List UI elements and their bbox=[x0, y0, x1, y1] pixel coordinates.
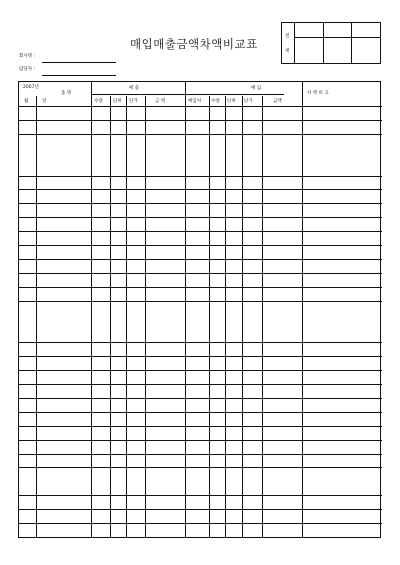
col-s-qty-rule bbox=[110, 96, 111, 537]
col-item-rule bbox=[91, 82, 92, 537]
table-row-rule bbox=[19, 398, 382, 399]
table-row-rule bbox=[19, 342, 382, 343]
table-row-rule bbox=[19, 467, 382, 468]
approval-divider bbox=[351, 23, 352, 63]
col-s-price-rule bbox=[145, 96, 146, 537]
header-bottom-rule bbox=[19, 106, 382, 107]
table-row-rule bbox=[19, 495, 382, 496]
col-p-unit-rule bbox=[242, 96, 243, 537]
manager-field[interactable] bbox=[42, 75, 116, 76]
col-p-qty-rule bbox=[225, 96, 226, 537]
approval-divider bbox=[294, 23, 295, 63]
vendor-label: 매입처 bbox=[188, 99, 202, 104]
col-vendor-rule bbox=[209, 96, 210, 537]
company-field[interactable] bbox=[42, 62, 116, 63]
table-row-rule bbox=[19, 523, 382, 524]
table-row-rule bbox=[19, 454, 382, 455]
manager-label: 담당자 : bbox=[19, 67, 35, 72]
col-p-price-rule bbox=[262, 96, 263, 537]
table-row-rule bbox=[19, 370, 382, 371]
table-row-rule bbox=[19, 217, 382, 218]
purchase-label: 매 입 bbox=[251, 86, 262, 91]
table-row-rule bbox=[19, 189, 382, 190]
sales-price-label: 단가 bbox=[129, 99, 138, 104]
purchase-amount-label: 금액 bbox=[273, 99, 282, 104]
table-row-rule bbox=[19, 412, 382, 413]
purchase-qty-label: 수량 bbox=[211, 99, 220, 104]
table-row-rule bbox=[19, 231, 382, 232]
table-row-rule bbox=[19, 509, 382, 510]
col-sales-rule bbox=[185, 82, 186, 537]
company-label: 회사명 : bbox=[19, 54, 35, 59]
table-row-rule bbox=[19, 273, 382, 274]
document-title: 매입매출금액차액비교표 bbox=[130, 37, 258, 51]
approval-row-divider bbox=[294, 37, 380, 38]
sales-label: 매 출 bbox=[129, 86, 140, 91]
col-purchase-rule bbox=[302, 82, 303, 537]
table-row-rule bbox=[19, 259, 382, 260]
table-row-rule bbox=[19, 426, 382, 427]
day-label: 일 bbox=[42, 99, 47, 104]
table-row-rule bbox=[19, 176, 382, 177]
item-label: 품 명 bbox=[61, 91, 72, 96]
table-row-rule bbox=[19, 287, 382, 288]
table-row-rule bbox=[19, 245, 382, 246]
col-s-unit-rule bbox=[126, 96, 127, 537]
col-month-rule bbox=[36, 96, 37, 537]
sales-unit-label: 단위 bbox=[113, 99, 122, 104]
year-label: 2007년 bbox=[23, 85, 39, 90]
sales-qty-label: 수량 bbox=[94, 99, 103, 104]
comparison-table bbox=[18, 81, 381, 538]
month-label: 월 bbox=[24, 99, 29, 104]
purchase-price-label: 단가 bbox=[244, 99, 253, 104]
sales-amount-label: 금 액 bbox=[155, 99, 166, 104]
purchase-unit-label: 단위 bbox=[227, 99, 236, 104]
table-row-rule bbox=[19, 440, 382, 441]
table-row-rule bbox=[19, 120, 382, 121]
table-row-rule bbox=[19, 384, 382, 385]
table-row-rule bbox=[19, 301, 382, 302]
approval-divider bbox=[323, 23, 324, 63]
diff-remarks-label: 차 액 비 고 bbox=[307, 91, 329, 96]
approval-box bbox=[281, 22, 381, 64]
approval-label-1: 결 bbox=[285, 34, 290, 39]
table-row-rule bbox=[19, 356, 382, 357]
approval-label-2: 재 bbox=[285, 49, 290, 54]
header-group-rule bbox=[91, 94, 284, 95]
table-row-rule bbox=[19, 134, 382, 135]
table-row-rule bbox=[19, 203, 382, 204]
